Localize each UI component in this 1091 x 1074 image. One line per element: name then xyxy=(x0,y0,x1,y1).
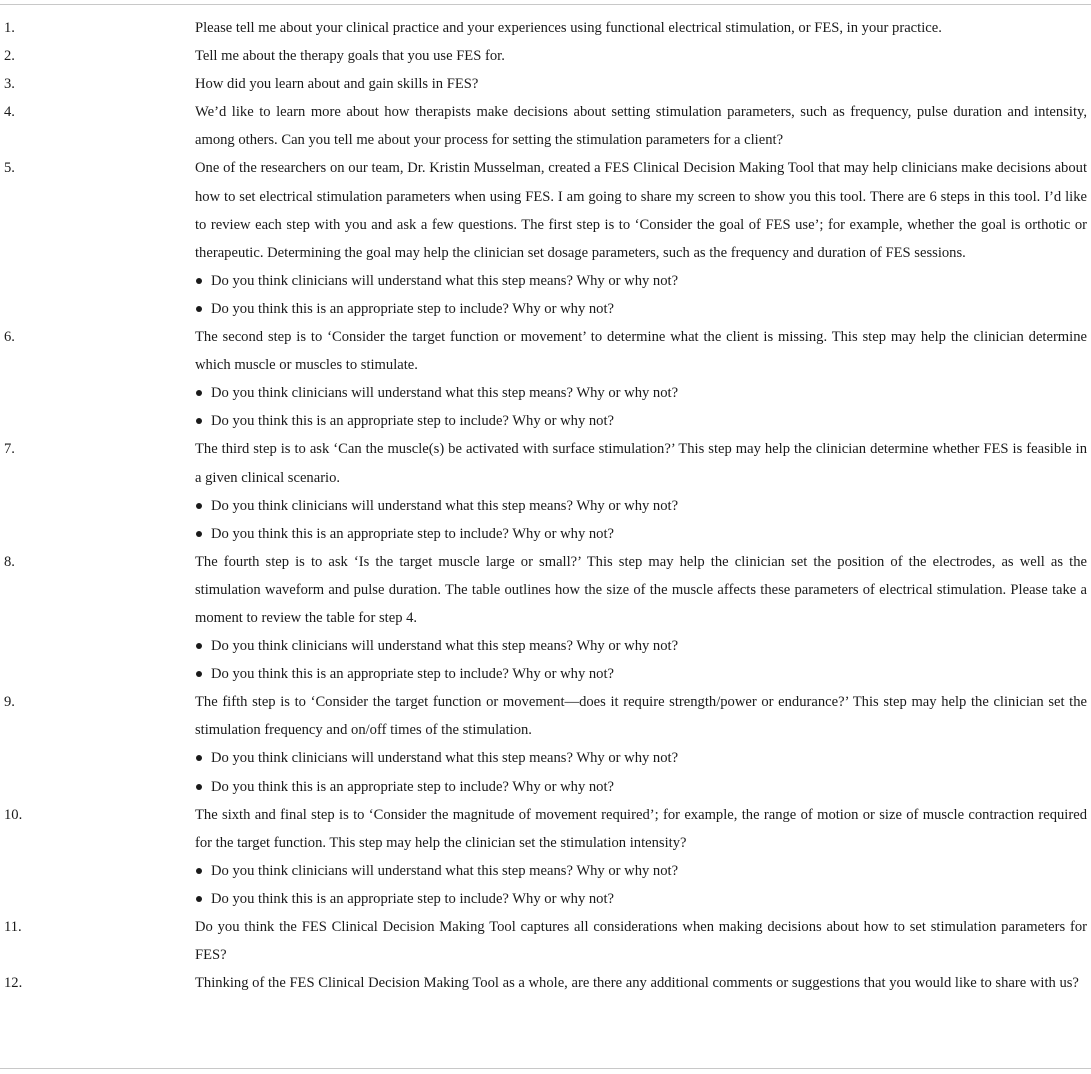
follow-up-text: Do you think clinicians will understand what this step means? Why or why not? xyxy=(211,638,679,655)
follow-up-text: Do you think clinicians will understand what this step means? Why or why not? xyxy=(211,385,679,402)
question-row xyxy=(0,969,1091,997)
question-row xyxy=(0,98,1091,154)
question-number: 9. xyxy=(4,694,15,711)
question-row xyxy=(0,435,1091,547)
question-text: The fourth step is to ask ‘Is the target muscle large or small?’ This step may help the clinician set the position of the electrodes, as well as the stimulation waveform and pulse duration. The table outlines how the size of the muscle affects these parameters of electrical stimulation. Please take a moment to review the table for step 4. xyxy=(195,553,1087,626)
question-text: We’d like to learn more about how therapists make decisions about setting stimulation parameters, such as frequency, pulse duration and intensity, among others. Can you tell me about your process for setting the stimulation parameters for a client? xyxy=(195,104,1087,149)
question-text: How did you learn about and gain skills in FES? xyxy=(195,76,479,93)
question-row xyxy=(0,14,1091,42)
question-number: 4. xyxy=(4,104,15,121)
question-content xyxy=(195,801,1087,913)
question-row xyxy=(0,801,1091,913)
question-number: 8. xyxy=(4,553,15,570)
question-text: Please tell me about your clinical practice and your experiences using functional electrical stimulation, or FES, in your practice. xyxy=(195,20,942,36)
follow-up-text: Do you think this is an appropriate step to include? Why or why not? xyxy=(211,525,615,542)
follow-up-item xyxy=(195,379,1087,407)
bullet-dot-icon xyxy=(195,857,211,885)
question-row xyxy=(0,154,1091,323)
bullet-dot-icon xyxy=(195,492,211,520)
question-content xyxy=(195,42,1087,70)
question-number: 1. xyxy=(4,20,15,36)
follow-up-text: Do you think this is an appropriate step to include? Why or why not? xyxy=(211,666,615,683)
question-row xyxy=(0,913,1091,969)
question-text: Tell me about the therapy goals that you use FES for. xyxy=(195,48,505,65)
question-content xyxy=(195,154,1087,323)
follow-up-item xyxy=(195,492,1087,520)
question-text: Thinking of the FES Clinical Decision Making Tool as a whole, are there any additional comments or suggestions that you would like to share with us? xyxy=(195,975,1079,992)
question-number: 5. xyxy=(4,160,15,177)
bullet-dot-icon xyxy=(195,295,211,323)
question-text: The fifth step is to ‘Consider the target function or movement—does it require strength/power or endurance?’ This step may help the clinician set the stimulation frequency and on/off times of the stimulation. xyxy=(195,694,1087,739)
bullet-dot-icon xyxy=(195,744,211,772)
question-number: 12. xyxy=(4,975,23,992)
question-row xyxy=(0,688,1091,800)
follow-up-text: Do you think this is an appropriate step to include? Why or why not? xyxy=(211,413,615,430)
bullet-dot-icon xyxy=(195,773,211,801)
question-text: Do you think the FES Clinical Decision Making Tool captures all considerations when making decisions about how to set stimulation parameters for FES? xyxy=(195,919,1087,964)
bullet-dot-icon xyxy=(195,407,211,435)
follow-up-text: Do you think clinicians will understand what this step means? Why or why not? xyxy=(211,497,679,514)
follow-up-item xyxy=(195,744,1087,772)
top-rule xyxy=(0,4,1091,5)
follow-up-item xyxy=(195,773,1087,801)
follow-up-text: Do you think this is an appropriate step to include? Why or why not? xyxy=(211,778,615,795)
question-text: The sixth and final step is to ‘Consider the magnitude of movement required’; for example, the range of motion or size of muscle contraction required for the target function. This step may help the clinician set the stimulation intensity? xyxy=(195,806,1087,851)
follow-up-item xyxy=(195,407,1087,435)
question-content xyxy=(195,969,1087,997)
follow-up-text: Do you think clinicians will understand what this step means? Why or why not? xyxy=(211,862,679,879)
question-row xyxy=(0,323,1091,435)
question-number: 3. xyxy=(4,76,15,93)
question-number: 11. xyxy=(4,919,22,935)
question-content xyxy=(195,435,1087,547)
question-number: 10. xyxy=(4,806,23,823)
bullet-dot-icon xyxy=(195,520,211,548)
question-content xyxy=(195,14,1087,42)
question-content xyxy=(195,98,1087,154)
question-number: 7. xyxy=(4,441,15,458)
follow-up-item xyxy=(195,520,1087,548)
bullet-dot-icon xyxy=(195,632,211,660)
question-row xyxy=(0,42,1091,70)
bullet-dot-icon xyxy=(195,885,211,913)
question-content xyxy=(195,913,1087,969)
bullet-dot-icon xyxy=(195,267,211,295)
question-text: One of the researchers on our team, Dr. Kristin Musselman, created a FES Clinical Decision Making Tool that may help clinicians make decisions about how to set electrical stimulation parameters when using FES. I am going to share my screen to show you this tool. There are 6 steps in this tool. I’d like to review each step with you and ask a few questions. The first step is to ‘Consider the goal of FES use’; for example, whether the goal is orthotic or therapeutic. Determining the goal may help the clinician set dosage parameters, such as the frequency and duration of FES sessions. xyxy=(195,160,1087,261)
bullet-dot-icon xyxy=(195,660,211,688)
bottom-rule xyxy=(0,1068,1091,1069)
follow-up-item xyxy=(195,632,1087,660)
bullet-dot-icon xyxy=(195,379,211,407)
question-text: The third step is to ask ‘Can the muscle(s) be activated with surface stimulation?’ This step may help the clinician determine whether FES is feasible in a given clinical scenario. xyxy=(195,441,1087,486)
follow-up-item xyxy=(195,885,1087,913)
follow-up-item xyxy=(195,267,1087,295)
follow-up-text: Do you think this is an appropriate step to include? Why or why not? xyxy=(211,300,615,317)
question-content xyxy=(195,323,1087,435)
question-number: 6. xyxy=(4,329,15,346)
interview-question-table xyxy=(0,14,1091,997)
follow-up-text: Do you think clinicians will understand what this step means? Why or why not? xyxy=(211,750,679,767)
question-row xyxy=(0,70,1091,98)
follow-up-text: Do you think this is an appropriate step to include? Why or why not? xyxy=(211,890,615,907)
question-number: 2. xyxy=(4,48,15,65)
question-text: The second step is to ‘Consider the target function or movement’ to determine what the client is missing. This step may help the clinician determine which muscle or muscles to stimulate. xyxy=(195,329,1087,374)
follow-up-text: Do you think clinicians will understand what this step means? Why or why not? xyxy=(211,272,679,289)
follow-up-item xyxy=(195,295,1087,323)
question-content xyxy=(195,548,1087,688)
follow-up-item xyxy=(195,857,1087,885)
question-content xyxy=(195,70,1087,98)
question-row xyxy=(0,548,1091,688)
question-content xyxy=(195,688,1087,800)
follow-up-item xyxy=(195,660,1087,688)
